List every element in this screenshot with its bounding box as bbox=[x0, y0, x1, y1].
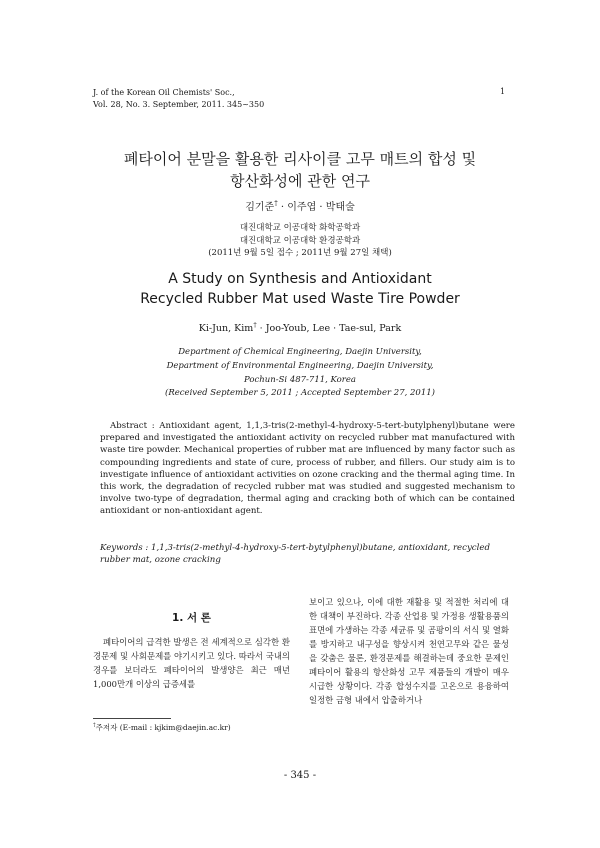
journal-name: J. of the Korean Oil Chemists' Soc., bbox=[93, 88, 235, 97]
english-authors bbox=[60, 321, 540, 334]
footnote-mark: † bbox=[93, 722, 96, 729]
english-title-line2: Recycled Rubber Mat used Waste Tire Powder bbox=[140, 290, 460, 307]
english-authors-rest: · Joo-Youb, Lee · Tae-sul, Park bbox=[259, 323, 402, 335]
korean-affil-2: 대진대학교 이공대학 환경공학과 bbox=[239, 235, 361, 246]
keywords bbox=[100, 542, 515, 566]
abstract bbox=[100, 420, 515, 518]
korean-authors-rest: · 이주엽 · 박태술 bbox=[280, 202, 355, 213]
intro-paragraph-left: 폐타이어의 급격한 발생은 전 세계적으로 심각한 환경문제 및 사회문제를 야기시키고 있다. 따라서 국내의 경우를 보더라도 폐타이어의 발생양은 최근 매년 1,000만개 이상의 급증세를 bbox=[93, 637, 290, 689]
body-column-right bbox=[309, 595, 509, 707]
english-corresponding-mark: † bbox=[253, 321, 257, 329]
english-affil-3: Pochun-Si 487-711, Korea bbox=[244, 374, 356, 385]
footnote bbox=[93, 722, 231, 733]
korean-affiliations bbox=[60, 222, 540, 260]
english-title-line1: A Study on Synthesis and Antioxidant bbox=[168, 271, 432, 287]
korean-authors bbox=[60, 198, 540, 213]
header-page-number: 1 bbox=[500, 87, 506, 96]
page-footer-number: - 345 - bbox=[283, 770, 317, 781]
body-column-left bbox=[93, 610, 290, 691]
abstract-text: Antioxidant agent, 1,1,3-tris(2-methyl-4-hydroxy-5-tert-butylphenyl)butane were prepared and investigated the antioxidant activity on recycled rubber mat manufactured with waste tire powder. Mechanical properties of rubber mat are influenced by many factor such as compounding ingredients and state of cure, process of rubber, and fillers. Our study aim is to investigate influence of antioxidant activities on ozone cracking and the thermal aging time. In this work, the degradation of recycled rubber mat was studied and suggested mechanism to involve two-type of degradation, thermal aging and cracking both of which can be contained antioxidant or non-antioxidant agent. bbox=[100, 421, 515, 517]
footnote-text: 주저자 (E-mail : kjkim@daejin.ac.kr) bbox=[95, 723, 231, 732]
korean-author-1: 김기준 bbox=[245, 202, 275, 213]
english-author-1: Ki-Jun, Kim bbox=[198, 323, 254, 335]
english-dates: (Received September 5, 2011 ; Accepted September 27, 2011) bbox=[165, 388, 435, 399]
english-title bbox=[60, 270, 540, 309]
korean-dates: (2011년 9월 5일 접수 ; 2011년 9월 27일 채택) bbox=[208, 248, 392, 258]
korean-title-line2: 항산화성에 관한 연구 bbox=[230, 172, 370, 190]
corresponding-mark: † bbox=[274, 199, 278, 208]
keywords-label: Keywords : bbox=[100, 543, 149, 553]
english-affiliations bbox=[60, 346, 540, 401]
section-heading: 1. 서 론 bbox=[172, 612, 211, 624]
journal-volume: Vol. 28, No. 3. September, 2011. 345~350 bbox=[93, 100, 265, 109]
abstract-label: Abstract : bbox=[110, 421, 155, 431]
footnote-divider bbox=[93, 718, 171, 719]
korean-title bbox=[60, 148, 540, 192]
keywords-text: 1,1,3-tris(2-methyl-4-hydroxy-5-tert-bytylphenyl)butane, antioxidant, recycled rubber mat, ozone cracking bbox=[100, 543, 490, 566]
korean-title-line1: 폐타이어 분말을 활용한 리사이클 고무 매트의 합성 및 bbox=[123, 150, 477, 168]
english-affil-1: Department of Chemical Engineering, Daejin University, bbox=[178, 347, 422, 357]
korean-affil-1: 대진대학교 이공대학 화학공학과 bbox=[239, 223, 361, 233]
journal-citation bbox=[93, 87, 393, 111]
english-affil-2: Department of Environmental Engineering, Daejin University, bbox=[166, 360, 434, 371]
intro-paragraph-right: 보이고 있으나, 이에 대한 재활용 및 적절한 처리에 대한 대책이 부진하다. 각종 산업용 및 가정용 생활용품의 표면에 가생하는 각종 세균류 및 곰팡이의 서식 및 열화를 방지하고 내구성을 향상시켜 천연고무와 같은 물성을 갖춤은 물론, 환경문제를 해결하는데 중요한 문제인 폐타이어 활용의 항산화성 고무 제품들의 개발이 매우 시급한 상황이다. 각종 합성수지를 고온으로 용융하여 일정한 금형 내에서 압출하거나 bbox=[309, 597, 509, 705]
